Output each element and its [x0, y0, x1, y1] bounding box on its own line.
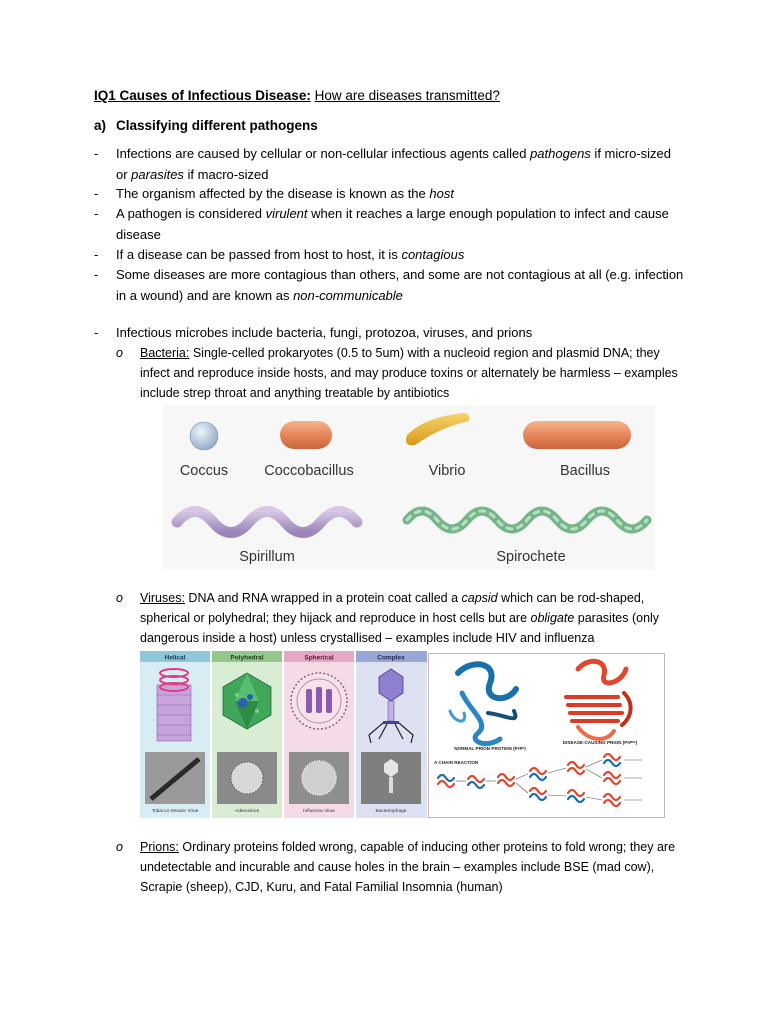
bullet-text: Infections are caused by cellular or non-cellular infectious agents called pathogens if micro-sized or parasites if macro-sized	[116, 146, 671, 182]
section-heading	[94, 117, 318, 135]
bullet-dash: -	[94, 146, 99, 161]
caption-influenza: Influenza Virus	[303, 809, 335, 814]
bullet-dash: -	[94, 325, 99, 340]
label-bacillus: Bacillus	[560, 463, 610, 479]
label-vibrio: Vibrio	[428, 463, 466, 479]
virus-shapes-figure	[139, 651, 429, 818]
header-polyhedral: Polyhedral	[230, 654, 264, 662]
sub-bullet: o	[116, 591, 123, 605]
sub-bullet: o	[116, 840, 123, 854]
prions-text: Ordinary proteins folded wrong, capable of inducing other proteins to fold wrong; they are undetectable and incurable and cause holes in the brain – examples include BSE (mad cow), Scrapie (sheep), CJD, Kuru, and Fatal Familial Insomnia (human)	[140, 840, 676, 894]
section-letter: a)	[94, 118, 107, 133]
caption-tmv: Tobacco Mosaic Virus	[151, 809, 199, 814]
bacteria-text: Single-celled prokaryotes (0.5 to 5um) with a nucleoid region and plasmid DNA; they infect and reproduce inside hosts, and may produce toxins or alternately be harmless – examples include strep throat and anything treatable by antibiotics	[140, 346, 678, 400]
header-spherical: Spherical	[304, 654, 334, 662]
label-coccus: Coccus	[179, 463, 229, 479]
label-normal-prion: NORMAL PRION PROTEIN (PrPᶜ)	[454, 746, 526, 751]
bullet-dash: -	[94, 247, 99, 262]
bullet-dash: -	[94, 206, 99, 221]
label-spirillum: Spirillum	[239, 549, 295, 565]
bacillus-shape	[523, 421, 631, 449]
caption-adenovirus: Adenovirus	[235, 809, 259, 814]
bacteria-label: Bacteria:	[140, 346, 190, 360]
bullet-text: The organism affected by the disease is known as the host	[116, 186, 454, 201]
page-heading	[94, 87, 500, 105]
coccobacillus-shape	[280, 421, 332, 449]
heading-question: How are diseases transmitted?	[314, 88, 500, 103]
viruses-label: Viruses:	[140, 591, 185, 605]
document-page: IQ1 Causes of Infectious Disease: How are diseases transmitted? a) Classifying different pathogens - Infections are caused by cellular or non-cellular infectious agents called pathogens if micro-sized or parasites if macro-sized - The organism affected by the disease is known as the host - A pathogen is considered virulent when it reaches a large enough population to infect and cause disease - If a disease can be passed from host to host, it is contagious - Some diseases are more contagious than others, and some are not contagious at all (e.g. infection in a wound) and are known as non-communicable - Infectious microbes include bacteria, fungi, protozoa, viruses, and prions o Bacteria: Single-celled prokaryotes (0.5 to 5um) with a nucleoid region and plasmid DNA; they infect and reproduce inside hosts, and may produce toxins or alternately be harmless – examples include strep throat and anything treatable by antibiotics Coccus Coccobacillus Vibrio Bacillus Spirillum Spirochete o Viruses: DNA and RNA wrapped in a protein coat called a capsid which can be rod-shaped, spherical or polyhedral; they hijack and reproduce in host cells but are obligate parasites (only dangerous inside a host) unless crystallised – examples include HIV and influenza Helical Polyhedral Spherical Complex Tobacco Mosaic Virus Adenovirus Influenza Virus Bacteriophage NORMAL PRION PROTEIN (PrPᶜ) DISEASE-CAUSING PRION (PrPˢᶜ) A CHAIN REACTION o Prions: Ordinary proteins folded wrong, capable of inducing other proteins to fold wrong; they are undetectable and incurable and cause holes in the brain – examples include BSE (mad cow), Scrapie (sheep), CJD, Kuru, and Fatal Familial Insomnia (human)	[0, 0, 768, 1024]
sub-bullet: o	[116, 346, 123, 360]
bullet-dash: -	[94, 267, 99, 282]
prion-figure	[428, 653, 665, 818]
label-disease-prion: DISEASE-CAUSING PRION (PrPˢᶜ)	[562, 740, 638, 745]
bacteria-shapes-figure	[163, 405, 655, 570]
bullet-text: A pathogen is considered virulent when it reaches a large enough population to infect and cause disease	[116, 206, 669, 242]
coccus-shape	[190, 422, 218, 450]
bullet-dash: -	[94, 186, 99, 201]
bullet-text: If a disease can be passed from host to host, it is contagious	[116, 247, 465, 262]
header-helical: Helical	[164, 654, 186, 662]
label-chain-reaction: A CHAIN REACTION	[434, 760, 479, 765]
label-coccobacillus: Coccobacillus	[264, 463, 354, 479]
heading-topic: IQ1 Causes of Infectious Disease:	[94, 88, 311, 103]
header-complex: Complex	[377, 654, 405, 662]
label-spirochete: Spirochete	[496, 549, 566, 565]
bullet-text: Infectious microbes include bacteria, fungi, protozoa, viruses, and prions	[116, 325, 533, 340]
section-title: Classifying different pathogens	[116, 118, 318, 133]
bullet-text: Some diseases are more contagious than others, and some are not contagious at all (e.g. infection in a wound) and are known as non-communicable	[116, 267, 684, 303]
prions-label: Prions:	[140, 840, 179, 854]
caption-bacteriophage: Bacteriophage	[375, 809, 407, 814]
spherical-virus-illustration	[291, 673, 347, 729]
